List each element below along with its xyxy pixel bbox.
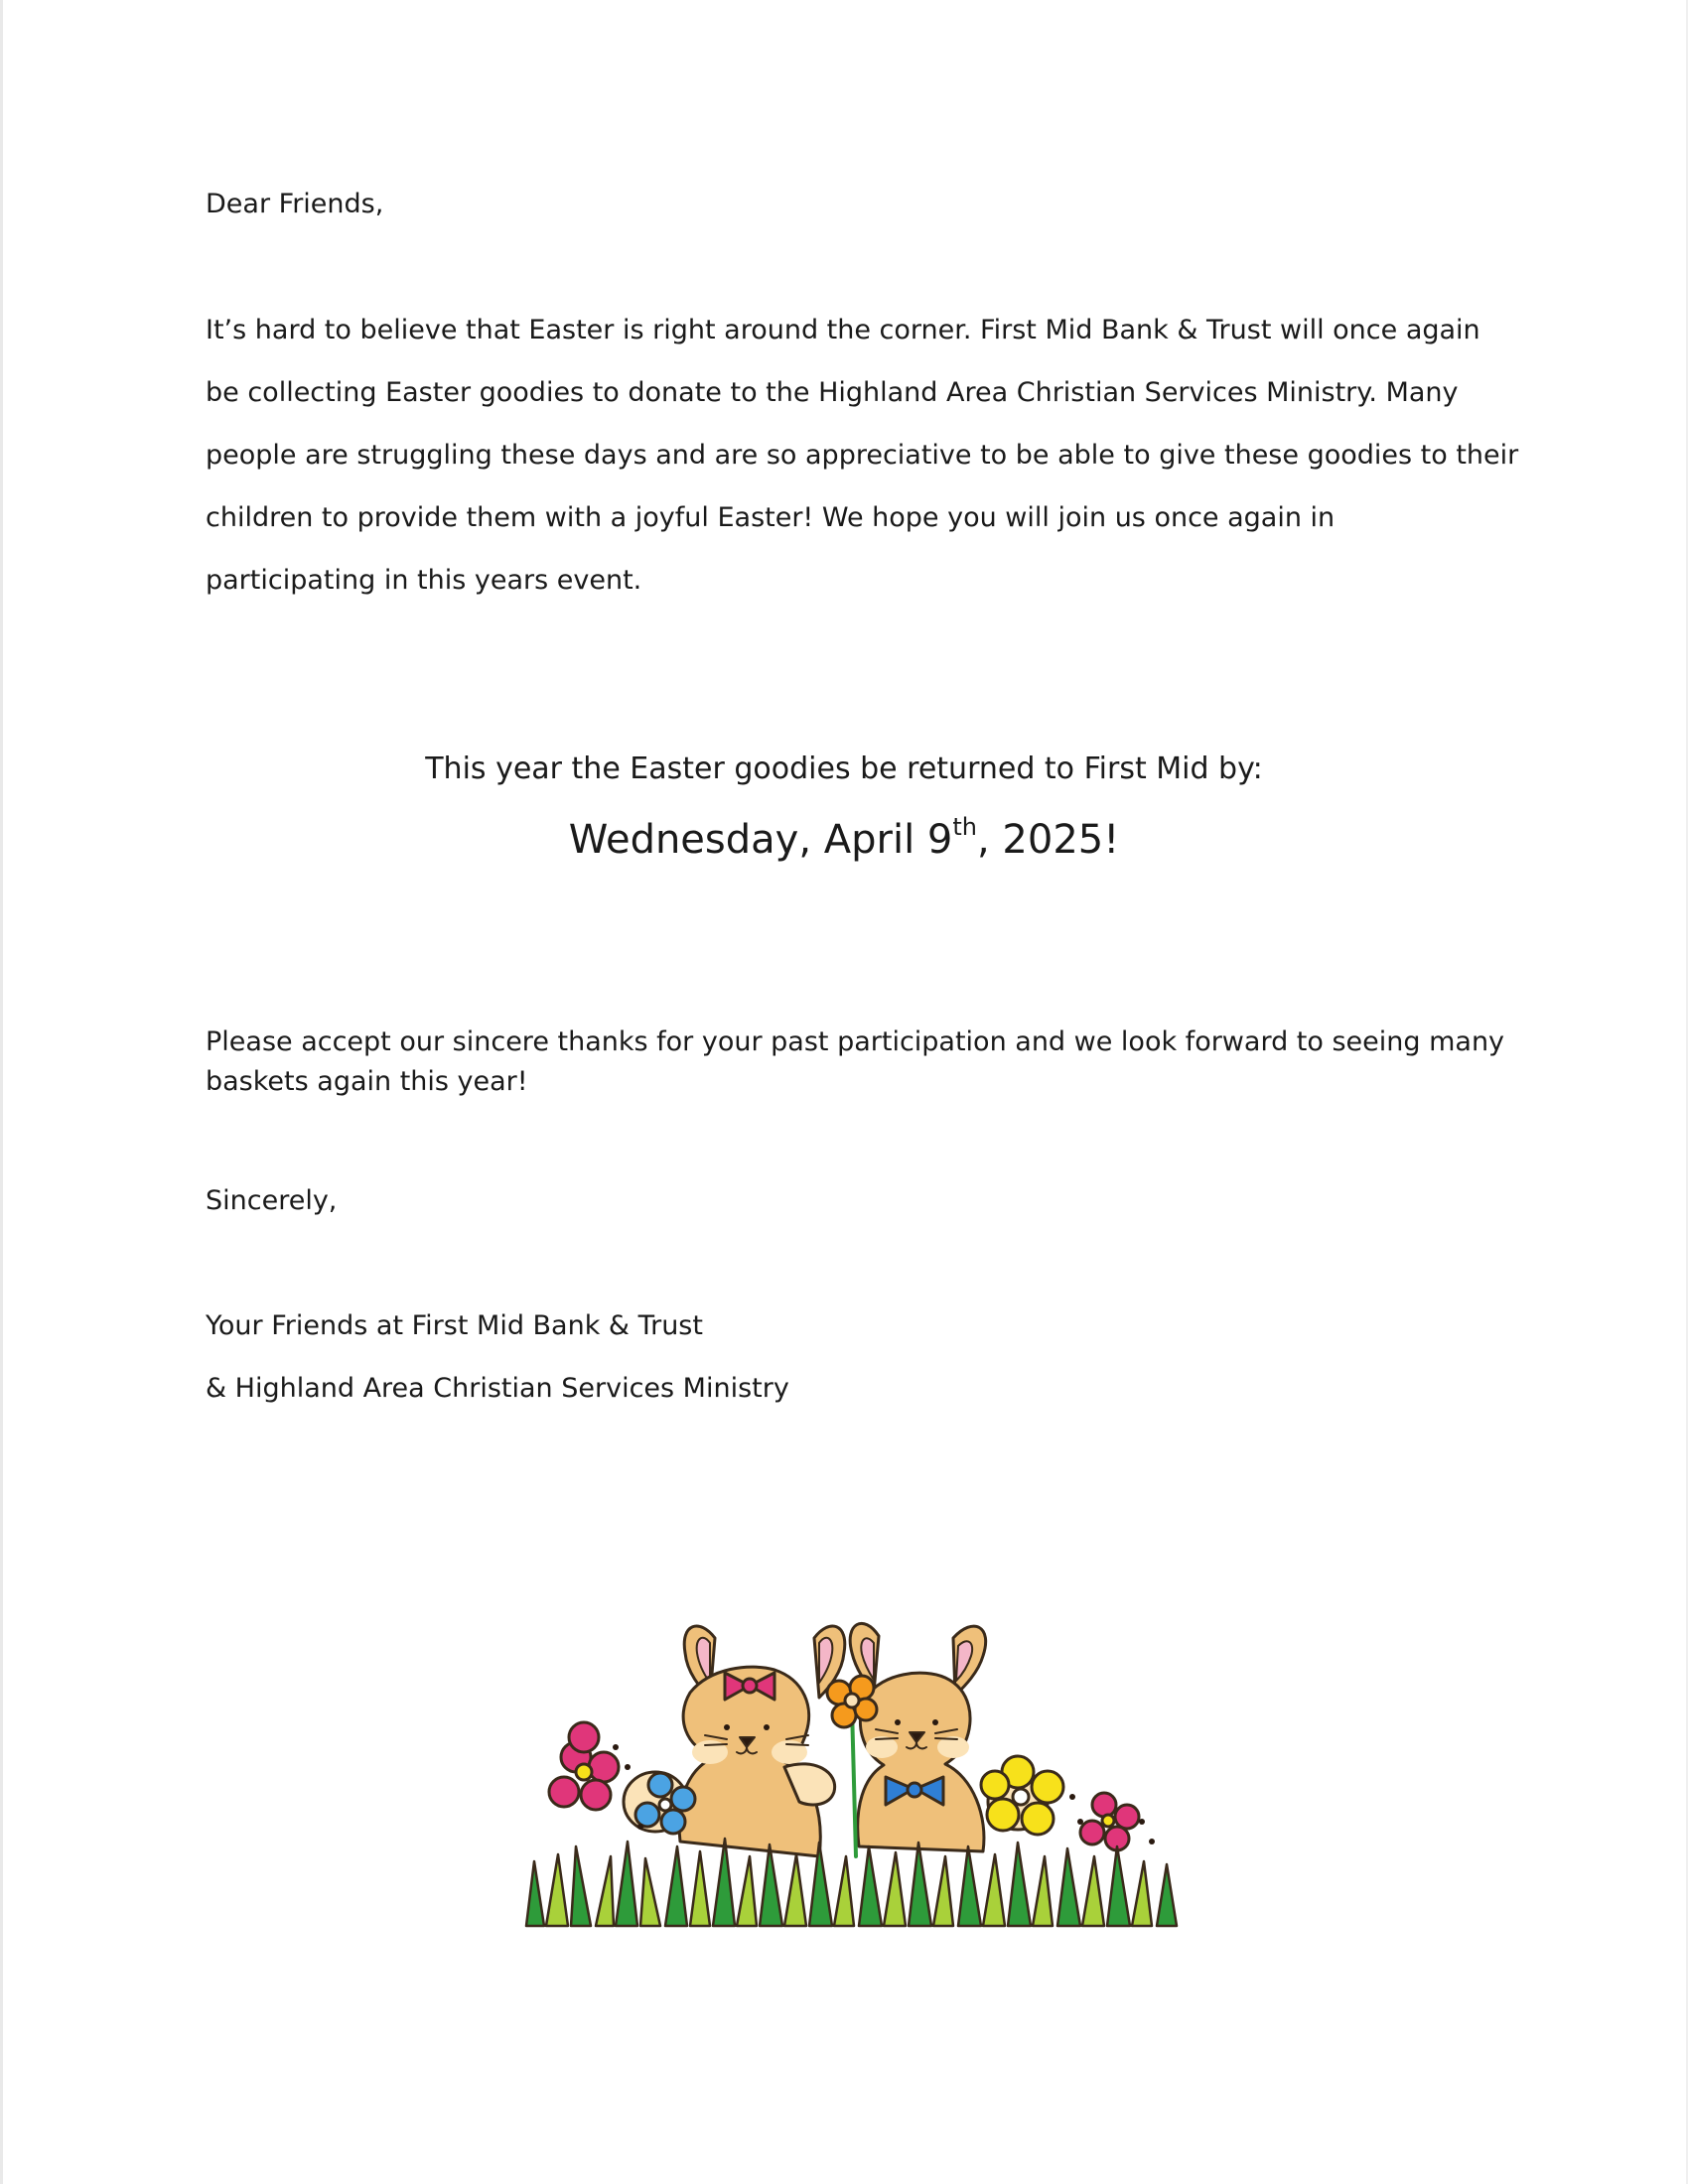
intro-line: be collecting Easter goodies to donate to the Highland Area Christian Services Ministry. Many	[206, 377, 1459, 408]
return-notice: This year the Easter goodies be returned to First Mid by:	[425, 751, 1263, 786]
scan-edge-left	[0, 0, 3, 2184]
grass	[526, 1839, 1177, 1926]
intro-line: children to provide them with a joyful Easter! We hope you will join us once again in	[206, 502, 1336, 533]
closing: Sincerely,	[206, 1185, 338, 1216]
date-ordinal: th	[952, 813, 977, 841]
easter-bunnies-illustration	[516, 1608, 1192, 1956]
flower-pink-right	[1080, 1793, 1139, 1850]
date-main: Wednesday, April 9	[568, 817, 953, 863]
intro-line: participating in this years event.	[206, 565, 642, 596]
greeting: Dear Friends,	[206, 189, 384, 219]
return-date	[0, 813, 1688, 863]
signature-line-2: & Highland Area Christian Services Ministry	[206, 1373, 789, 1404]
flower-yellow	[981, 1756, 1063, 1835]
intro-paragraph	[206, 314, 1519, 626]
thanks-paragraph: Please accept our sincere thanks for your past participation and we look forward to seeing many baskets again this year!	[206, 1026, 1505, 1097]
flower-pink-left	[549, 1722, 619, 1810]
intro-line: It’s hard to believe that Easter is right around the corner. First Mid Bank & Trust will once again	[206, 315, 1480, 345]
intro-line: people are struggling these days and are so appreciative to be able to give these goodies to their	[206, 440, 1519, 471]
date-year: , 2025!	[976, 817, 1120, 863]
signature-line-1: Your Friends at First Mid Bank & Trust	[206, 1310, 703, 1341]
